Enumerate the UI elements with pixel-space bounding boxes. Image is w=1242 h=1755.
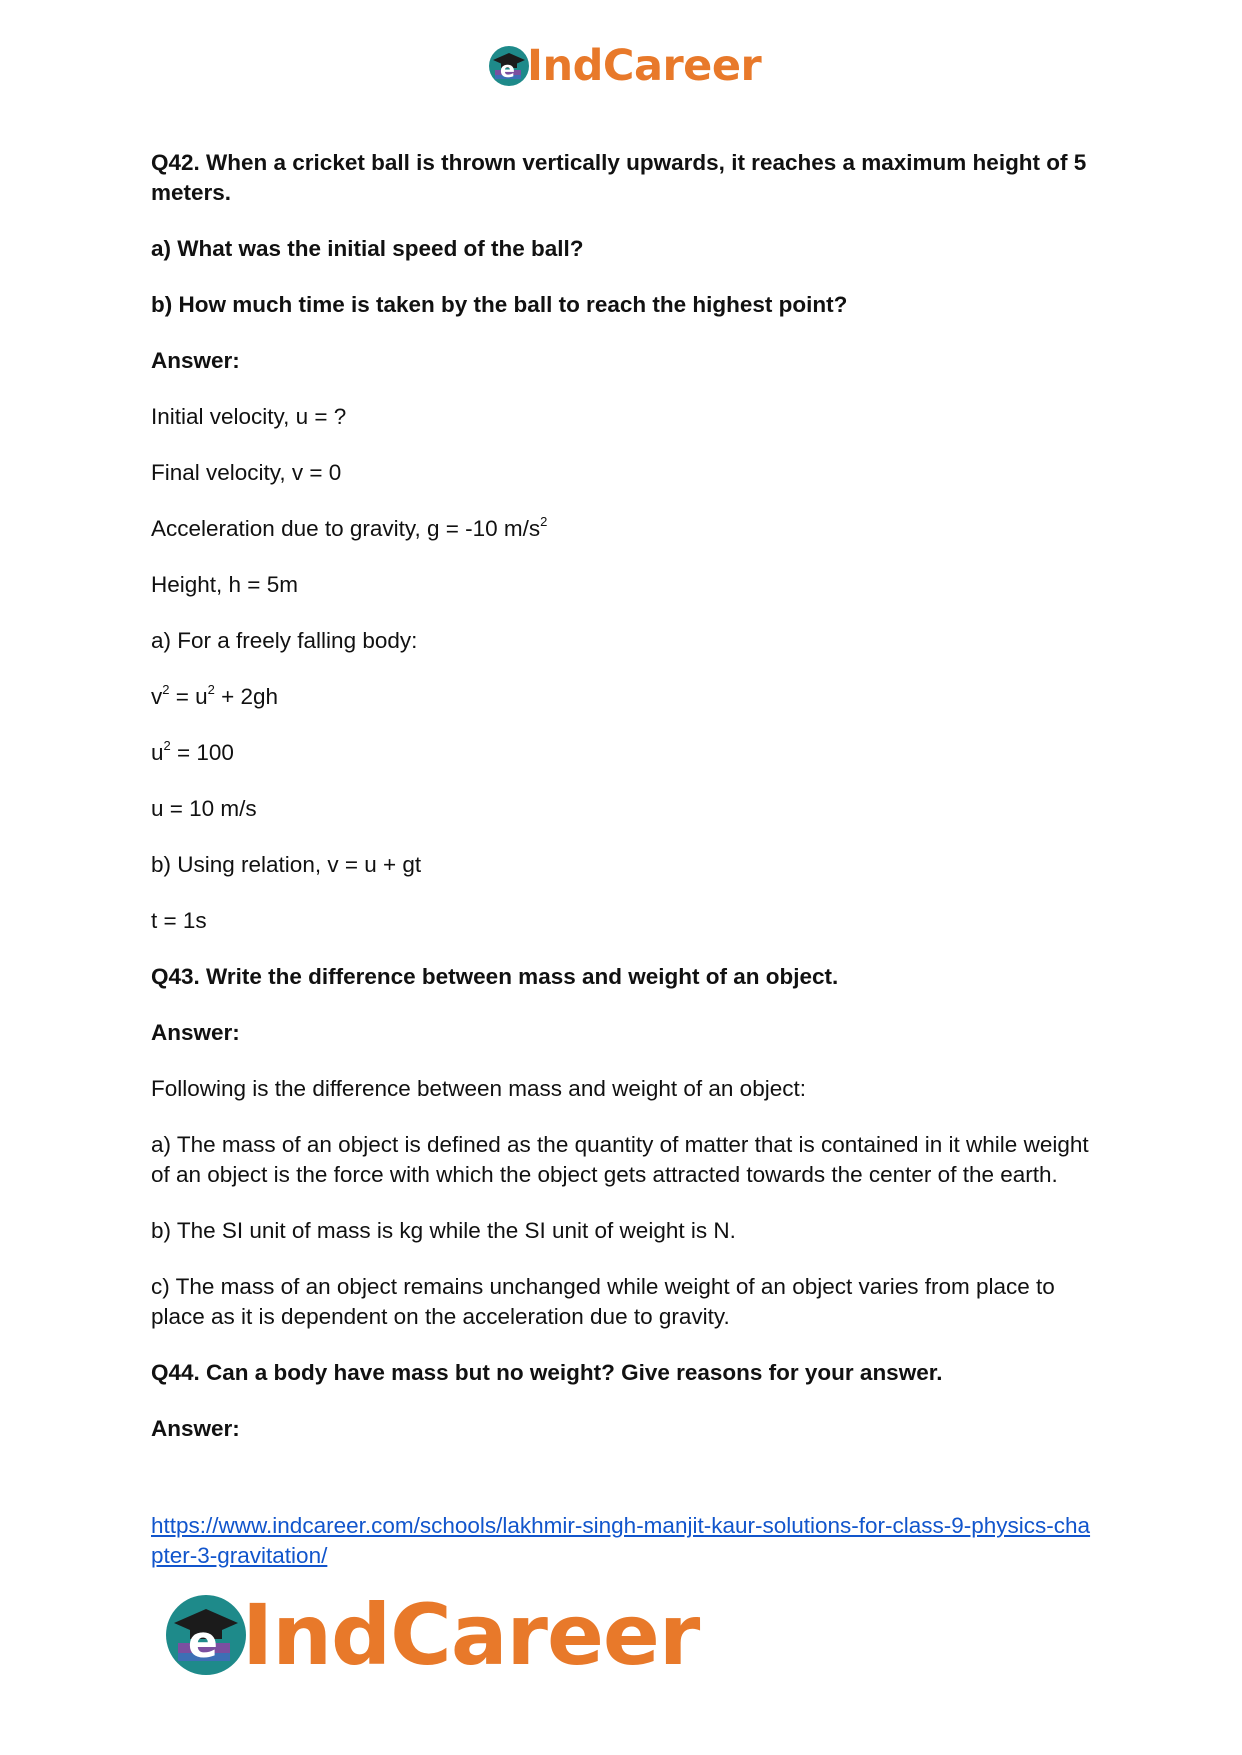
eq1-exp1: 2 <box>162 681 170 697</box>
result-u: u = 10 m/s <box>151 796 257 821</box>
step-b: b) Using relation, v = u + gt <box>151 852 422 877</box>
q42-answer-label: Answer: <box>151 348 240 373</box>
svg-text:e: e <box>500 58 515 83</box>
footer-logo <box>162 1585 699 1685</box>
book-graduation-cap-icon <box>162 1591 250 1679</box>
final-velocity: Final velocity, v = 0 <box>151 460 342 485</box>
svg-text:e: e <box>188 1617 218 1668</box>
q43-intro: Following is the difference between mass and weight of an object: <box>151 1076 806 1101</box>
book-graduation-cap-icon <box>487 44 531 88</box>
equation-1 <box>151 682 1096 712</box>
gravity-text: Acceleration due to gravity, g = -10 m/s <box>151 516 541 541</box>
q43-question: Q43. Write the difference between mass and weight of an object. <box>151 964 839 989</box>
document-body <box>151 148 1096 1470</box>
footer-wordmark: IndCareer <box>242 1586 700 1684</box>
header-logo <box>487 40 761 92</box>
brand-wordmark: IndCareer <box>527 41 762 91</box>
eq1-mid: = u <box>169 684 208 709</box>
q42-part-b: b) How much time is taken by the ball to reach the highest point? <box>151 292 848 317</box>
q43-point-c: c) The mass of an object remains unchanged while weight of an object varies from place to place as it is dependent on the acceleration due to gravity. <box>151 1274 1055 1329</box>
eq1-end: + 2gh <box>214 684 279 709</box>
q43-answer-label: Answer: <box>151 1020 240 1045</box>
step-a: a) For a freely falling body: <box>151 628 418 653</box>
eq2-exp: 2 <box>163 737 171 753</box>
eq2-end: = 100 <box>170 740 234 765</box>
eq1-exp2: 2 <box>207 681 215 697</box>
q43-point-b: b) The SI unit of mass is kg while the SI unit of weight is N. <box>151 1218 736 1243</box>
q42-part-a: a) What was the initial speed of the ball? <box>151 236 584 261</box>
eq2-u: u <box>151 740 164 765</box>
eq1-v: v <box>151 684 163 709</box>
initial-velocity: Initial velocity, u = ? <box>151 404 347 429</box>
equation-2 <box>151 738 1096 768</box>
q42-question: Q42. When a cricket ball is thrown vertically upwards, it reaches a maximum height of 5 meters. <box>151 150 1087 205</box>
result-t: t = 1s <box>151 908 207 933</box>
height-line: Height, h = 5m <box>151 572 298 597</box>
q43-point-a: a) The mass of an object is defined as the quantity of matter that is contained in it while weight of an object is the force with which the object gets attracted towards the center of the earth. <box>151 1132 1089 1187</box>
gravity-exponent: 2 <box>540 513 548 529</box>
q44-answer-label: Answer: <box>151 1416 240 1441</box>
gravity-line <box>151 514 1096 544</box>
q44-question: Q44. Can a body have mass but no weight? Give reasons for your answer. <box>151 1360 943 1385</box>
source-link[interactable]: https://www.indcareer.com/schools/lakhmir-singh-manjit-kaur-solutions-for-class-9-physics-chapter-3-gravitation/ <box>151 1513 1091 1568</box>
